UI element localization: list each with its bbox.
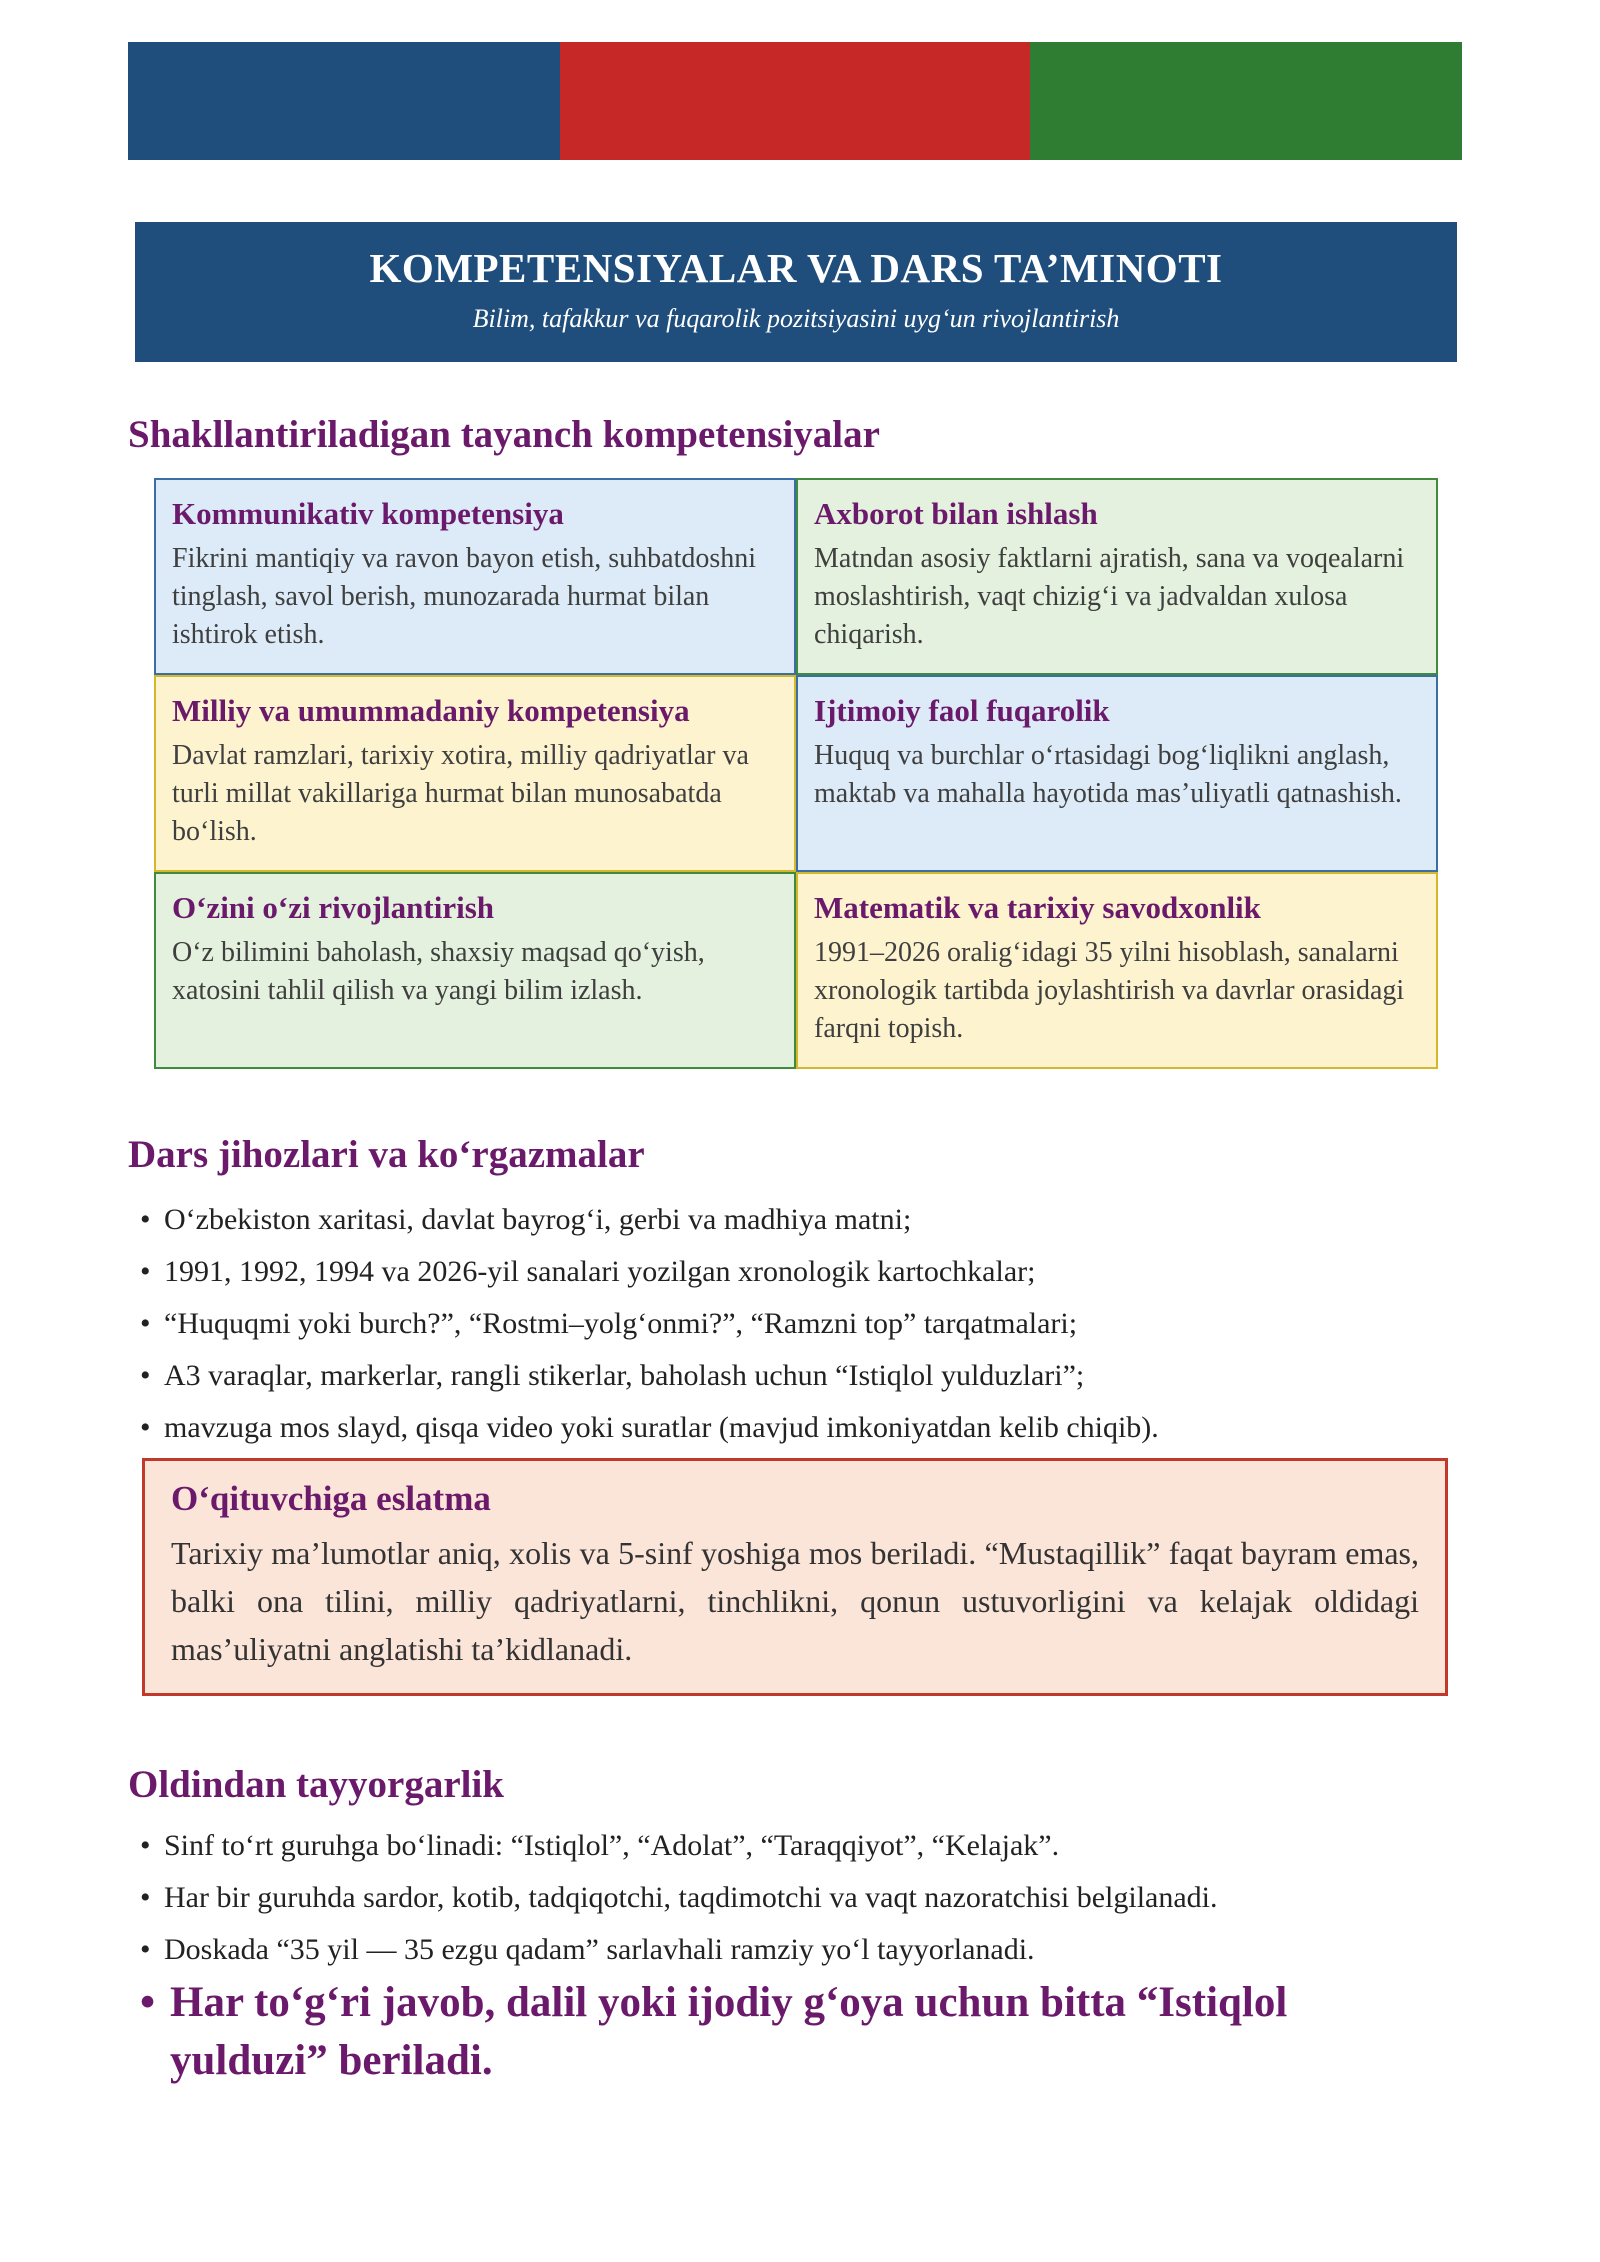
list-item	[140, 1246, 1159, 1298]
list-item-text: Har bir guruhda sardor, kotib, tadqiqotchi, taqdimotchi va vaqt nazoratchisi belgilanadi.	[164, 1881, 1218, 1914]
competency-card	[154, 675, 796, 872]
list-item-text: A3 varaqlar, markerlar, rangli stikerlar, baholash uchun “Istiqlol yulduzlari”;	[164, 1359, 1085, 1392]
note-body: Tarixiy ma’lumotlar aniq, xolis va 5-sinf yoshiga mos beriladi. “Mustaqillik” faqat bayram emas, balki ona tilini, milliy qadriyatlarni, tinchlikni, qonun ustuvorligini va kelajak oldidagi mas’uliyatni anglatishi ta’kidlanadi.	[171, 1535, 1419, 1667]
competency-description: Huquq va burchlar o‘rtasidagi bog‘liqlikni anglash, maktab va mahalla hayotida mas’uliyatli qatnashish.	[814, 740, 1402, 810]
preparation-heading: Oldindan tayyorgarlik	[128, 1763, 504, 1806]
page-subtitle: Bilim, tafakkur va fuqarolik pozitsiyasini uyg‘un rivojlantirish	[472, 304, 1120, 333]
bullet-icon: •	[140, 1829, 151, 1862]
bullet-icon: •	[140, 1307, 151, 1340]
note-title: O‘qituvchiga eslatma	[171, 1479, 491, 1518]
highlight-item	[140, 1974, 1440, 2090]
page-title: KOMPETENSIYALAR VA DARS TA’MINOTI	[369, 245, 1223, 291]
bullet-icon: •	[140, 1979, 156, 2026]
equipment-list	[140, 1194, 1159, 1454]
list-item	[140, 1298, 1159, 1350]
competency-title: Ijtimoiy faol fuqarolik	[814, 693, 1110, 728]
competency-card	[796, 478, 1438, 675]
competency-card	[154, 478, 796, 675]
competencies-heading: Shakllantiriladigan tayanch kompetensiyalar	[128, 413, 880, 456]
teacher-note-box	[142, 1458, 1448, 1696]
competency-card	[154, 872, 796, 1069]
list-item-text: O‘zbekiston xaritasi, davlat bayrog‘i, gerbi va madhiya matni;	[164, 1203, 912, 1236]
flag-green-stripe	[1030, 42, 1462, 160]
list-item	[140, 1194, 1159, 1246]
competency-description: Matndan asosiy faktlarni ajratish, sana va voqealarni moslashtirish, vaqt chizig‘i va jadvaldan xulosa chiqarish.	[814, 543, 1405, 651]
list-item-text: “Huquqmi yoki burch?”, “Rostmi–yolg‘onmi?”, “Ramzni top” tarqatmalari;	[164, 1307, 1078, 1340]
list-item	[140, 1402, 1159, 1454]
bullet-icon: •	[140, 1933, 151, 1966]
competency-description: 1991–2026 oralig‘idagi 35 yilni hisoblash, sanalarni xronologik tartibda joylashtirish va davrlar orasidagi farqni topish.	[814, 937, 1405, 1045]
list-item	[140, 1820, 1218, 1872]
list-item	[140, 1924, 1218, 1976]
flag-red-stripe	[560, 42, 1030, 160]
competency-title: Milliy va umummadaniy kompetensiya	[172, 693, 690, 728]
bullet-icon: •	[140, 1411, 151, 1444]
flag-blue-stripe	[128, 42, 560, 160]
competency-description: Davlat ramzlari, tarixiy xotira, milliy qadriyatlar va turli millat vakillariga hurmat bilan munosabatda bo‘lish.	[172, 740, 749, 848]
list-item-text: 1991, 1992, 1994 va 2026-yil sanalari yozilgan xronologik kartochkalar;	[164, 1255, 1036, 1288]
preparation-list	[140, 1820, 1218, 1976]
bullet-icon: •	[140, 1203, 151, 1236]
bullet-icon: •	[140, 1359, 151, 1392]
competency-description: Fikrini mantiqiy va ravon bayon etish, suhbatdoshni tinglash, savol berish, munozarada hurmat bilan ishtirok etish.	[172, 543, 757, 651]
competency-card	[796, 675, 1438, 872]
flag-stripe	[128, 42, 1462, 160]
competency-title: Axborot bilan ishlash	[814, 496, 1098, 531]
competency-card	[796, 872, 1438, 1069]
competency-title: O‘zini o‘zi rivojlantirish	[172, 890, 495, 925]
highlight-text: Har to‘g‘ri javob, dalil yoki ijodiy g‘oya uchun bitta “Istiqlol yulduzi” beriladi.	[170, 1979, 1288, 2084]
list-item-text: Sinf to‘rt guruhga bo‘linadi: “Istiqlol”, “Adolat”, “Taraqqiyot”, “Kelajak”.	[164, 1829, 1060, 1862]
bullet-icon: •	[140, 1881, 151, 1914]
competency-title: Matematik va tarixiy savodxonlik	[814, 890, 1261, 925]
bullet-icon: •	[140, 1255, 151, 1288]
competencies-grid	[154, 478, 1438, 1069]
equipment-heading: Dars jihozlari va ko‘rgazmalar	[128, 1133, 645, 1176]
competency-description: O‘z bilimini baholash, shaxsiy maqsad qo‘yish, xatosini tahlil qilish va yangi bilim izlash.	[172, 937, 705, 1007]
title-banner	[135, 222, 1457, 362]
competency-title: Kommunikativ kompetensiya	[172, 496, 564, 531]
list-item	[140, 1872, 1218, 1924]
list-item-text: Doskada “35 yil — 35 ezgu qadam” sarlavhali ramziy yo‘l tayyorlanadi.	[164, 1933, 1035, 1966]
list-item	[140, 1350, 1159, 1402]
list-item-text: mavzuga mos slayd, qisqa video yoki suratlar (mavjud imkoniyatdan kelib chiqib).	[164, 1411, 1159, 1444]
